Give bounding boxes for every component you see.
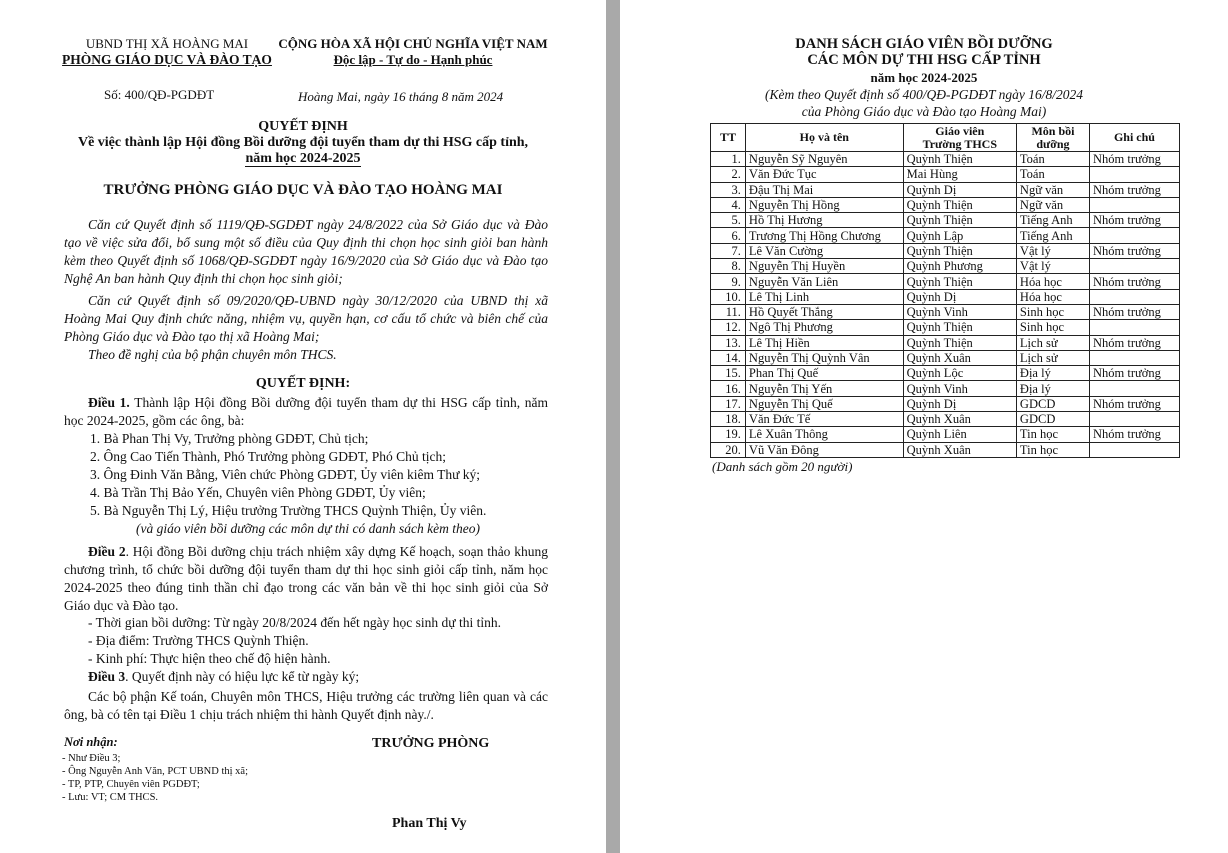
cell-school: Quỳnh Xuân	[903, 350, 1016, 365]
col-school: Giáo viên Trường THCS	[903, 124, 1016, 152]
table-row	[711, 304, 1180, 319]
cell-subject: Ngữ văn	[1016, 197, 1089, 212]
cell-subject: GDCD	[1016, 412, 1089, 427]
cell-note: Nhóm trưởng	[1089, 213, 1179, 228]
agency-header	[62, 36, 272, 68]
member-3: 3. Ông Đinh Văn Bằng, Viên chức Phòng GDĐT, Ủy viên kiêm Thư ký;	[90, 467, 481, 482]
cell-subject: Sinh học	[1016, 304, 1089, 319]
cell-name: Đậu Thị Mai	[745, 182, 903, 197]
cell-school: Quỳnh Vinh	[903, 304, 1016, 319]
table-row	[711, 152, 1180, 167]
member-1: 1. Bà Phan Thị Vy, Trưởng phòng GDĐT, Chủ tịch;	[90, 431, 369, 446]
cell-name: Trương Thị Hồng Chương	[745, 228, 903, 243]
cell-tt: 1.	[711, 152, 746, 167]
country-line1: CỘNG HÒA XÃ HỘI CHỦ NGHĨA VIỆT NAM	[278, 36, 548, 51]
cell-note	[1089, 350, 1179, 365]
member-2: 2. Ông Cao Tiến Thành, Phó Trưởng phòng GDĐT, Phó Chủ tịch;	[90, 449, 446, 464]
cell-note: Nhóm trưởng	[1089, 304, 1179, 319]
cell-tt: 2.	[711, 167, 746, 182]
recipient-1: - Như Điều 3;	[62, 753, 121, 764]
col-tt: TT	[711, 124, 746, 152]
doc-type: QUYẾT ĐỊNH	[258, 119, 348, 134]
attachment-ref-2: của Phòng Giáo dục và Đào tạo Hoàng Mai)	[801, 104, 1047, 119]
cell-note	[1089, 412, 1179, 427]
cell-note	[1089, 228, 1179, 243]
cell-subject: Lịch sử	[1016, 335, 1089, 350]
cell-name: Văn Đức Tục	[745, 167, 903, 182]
cell-tt: 9.	[711, 274, 746, 289]
col-note: Ghi chú	[1089, 124, 1179, 152]
closing: Các bộ phận Kế toán, Chuyên môn THCS, Hiệu trưởng các trường liên quan và các ông, bà có tên tại Điều 1 chịu trách nhiệm thi hành Quyết định này./.	[64, 689, 548, 722]
cell-note: Nhóm trưởng	[1089, 366, 1179, 381]
recipient-4: - Lưu: VT; CM THCS.	[62, 792, 159, 803]
cell-note	[1089, 197, 1179, 212]
cell-name: Nguyễn Sỹ Nguyên	[745, 152, 903, 167]
cell-note	[1089, 289, 1179, 304]
cell-tt: 13.	[711, 335, 746, 350]
cell-subject: Tin học	[1016, 442, 1089, 457]
cell-name: Ngô Thị Phương	[745, 320, 903, 335]
cell-note: Nhóm trưởng	[1089, 152, 1179, 167]
table-row	[711, 213, 1180, 228]
cell-subject: Tin học	[1016, 427, 1089, 442]
signer-name: Phan Thị Vy	[392, 816, 467, 831]
cell-tt: 19.	[711, 427, 746, 442]
cell-tt: 12.	[711, 320, 746, 335]
cell-subject: Tiếng Anh	[1016, 213, 1089, 228]
cell-school: Quỳnh Thiện	[903, 320, 1016, 335]
table-row	[711, 427, 1180, 442]
basis-3: Theo đề nghị của bộ phận chuyên môn THCS.	[88, 347, 337, 362]
cell-name: Hồ Quyết Thắng	[745, 304, 903, 319]
basis-1: Căn cứ Quyết định số 1119/QĐ-SGDĐT ngày 24/8/2022 của Sở Giáo dục và Đào tạo về việc sửa đổi, bổ sung một số điều của Quy định thi chọn học sinh giỏi ban hành kèm theo Quyết định số 1068/QĐ-SGDĐT ngày 16/9/2020 của Sở Giáo dục và Đào tạo Nghệ An ban hành Quy định thi chọn học sinh giỏi;	[64, 217, 548, 286]
article-2: Điều 2. Hội đồng Bồi dưỡng chịu trách nhiệm xây dựng Kế hoạch, soạn thảo khung chương trình, tổ chức bồi dưỡng đội tuyển tham dự thi học sinh giỏi cấp tỉnh, năm học 2024-2025 theo đúng tinh thần chỉ đạo trong các văn bản về thi học sinh giỏi của Sở Giáo dục và Đào tạo.	[64, 544, 549, 613]
table-row	[711, 197, 1180, 212]
table-header-row	[711, 124, 1180, 152]
cell-school: Quỳnh Vinh	[903, 381, 1016, 396]
cell-subject: Địa lý	[1016, 381, 1089, 396]
cell-tt: 6.	[711, 228, 746, 243]
table-row	[711, 274, 1180, 289]
cell-tt: 16.	[711, 381, 746, 396]
cell-school: Quỳnh Thiện	[903, 213, 1016, 228]
col-subject: Môn bồi dưỡng	[1016, 124, 1089, 152]
attachment-page	[620, 0, 1228, 853]
cell-tt: 5.	[711, 213, 746, 228]
cell-note: Nhóm trưởng	[1089, 274, 1179, 289]
cell-note: Nhóm trưởng	[1089, 335, 1179, 350]
table-row	[711, 381, 1180, 396]
cell-note: Nhóm trưởng	[1089, 396, 1179, 411]
cell-note	[1089, 381, 1179, 396]
decision-heading: QUYẾT ĐỊNH:	[255, 376, 351, 391]
cell-name: Văn Đức Tế	[745, 412, 903, 427]
cell-note: Nhóm trưởng	[1089, 427, 1179, 442]
cell-note	[1089, 259, 1179, 274]
cell-subject: GDCD	[1016, 396, 1089, 411]
cell-school: Mai Hùng	[903, 167, 1016, 182]
agency-line1: UBND THỊ XÃ HOÀNG MAI	[85, 36, 249, 51]
article-3: Điều 3. Quyết định này có hiệu lực kể từ ngày ký;	[88, 669, 360, 684]
cell-school: Quỳnh Xuân	[903, 442, 1016, 457]
table-row	[711, 350, 1180, 365]
art2-item-place: - Địa điểm: Trường THCS Quỳnh Thiện.	[88, 633, 309, 648]
agency-line2: PHÒNG GIÁO DỤC VÀ ĐÀO TẠO	[62, 52, 272, 67]
cell-tt: 10.	[711, 289, 746, 304]
cell-name: Nguyễn Thị Yến	[745, 381, 903, 396]
table-row	[711, 320, 1180, 335]
attachment-ref-1: (Kèm theo Quyết định số 400/QĐ-PGDĐT ngày 16/8/2024	[764, 87, 1084, 102]
cell-subject: Sinh học	[1016, 320, 1089, 335]
cell-name: Nguyễn Văn Liên	[745, 274, 903, 289]
table-row	[711, 289, 1180, 304]
art2-item-time: - Thời gian bồi dưỡng: Từ ngày 20/8/2024 đến hết ngày học sinh dự thi tỉnh.	[88, 615, 501, 630]
cell-subject: Hóa học	[1016, 289, 1089, 304]
country-line2: Độc lập - Tự do - Hạnh phúc	[333, 52, 493, 67]
decision-page	[0, 0, 606, 853]
cell-note	[1089, 167, 1179, 182]
cell-school: Quỳnh Xuân	[903, 412, 1016, 427]
cell-school: Quỳnh Dị	[903, 396, 1016, 411]
basis-2: Căn cứ Quyết định số 09/2020/QĐ-UBND ngày 30/12/2020 của UBND thị xã Hoàng Mai Quy định chức năng, nhiệm vụ, quyền hạn, cơ cấu tổ chức và biên chế của Phòng Giáo dục và Đào tạo thị xã Hoàng Mai;	[64, 293, 548, 344]
cell-tt: 17.	[711, 396, 746, 411]
list-title-2: CÁC MÔN DỰ THI HSG CẤP TỈNH	[807, 52, 1041, 68]
cell-name: Phan Thị Quế	[745, 366, 903, 381]
cell-name: Lê Thị Linh	[745, 289, 903, 304]
cell-tt: 18.	[711, 412, 746, 427]
place-date: Hoàng Mai, ngày 16 tháng 8 năm 2024	[298, 89, 504, 104]
cell-name: Nguyễn Thị Quế	[745, 396, 903, 411]
school-year: năm học 2024-2025	[870, 70, 978, 85]
cell-name: Nguyễn Thị Huyền	[745, 259, 903, 274]
cell-school: Quỳnh Dị	[903, 182, 1016, 197]
cell-tt: 8.	[711, 259, 746, 274]
table-row	[711, 243, 1180, 258]
art2-item-funding: - Kinh phí: Thực hiện theo chế độ hiện hành.	[88, 651, 331, 666]
signer-title: TRƯỞNG PHÒNG	[372, 736, 490, 751]
cell-subject: Địa lý	[1016, 366, 1089, 381]
cell-subject: Toán	[1016, 167, 1089, 182]
cell-school: Quỳnh Phương	[903, 259, 1016, 274]
cell-subject: Toán	[1016, 152, 1089, 167]
subject-line1: Về việc thành lập Hội đồng Bồi dưỡng đội tuyển tham dự thi HSG cấp tỉnh,	[77, 135, 529, 150]
cell-tt: 11.	[711, 304, 746, 319]
cell-note: Nhóm trưởng	[1089, 243, 1179, 258]
col-name: Họ và tên	[745, 124, 903, 152]
cell-name: Nguyễn Thị Hồng	[745, 197, 903, 212]
cell-note: Nhóm trưởng	[1089, 182, 1179, 197]
cell-school: Quỳnh Thiện	[903, 274, 1016, 289]
cell-tt: 15.	[711, 366, 746, 381]
cell-name: Lê Văn Cường	[745, 243, 903, 258]
cell-subject: Vật lý	[1016, 243, 1089, 258]
table-row	[711, 228, 1180, 243]
cell-subject: Hóa học	[1016, 274, 1089, 289]
cell-note	[1089, 320, 1179, 335]
authority: TRƯỞNG PHÒNG GIÁO DỤC VÀ ĐÀO TẠO HOÀNG MAI	[103, 182, 503, 198]
cell-school: Quỳnh Lập	[903, 228, 1016, 243]
cell-name: Hồ Thị Hương	[745, 213, 903, 228]
recipients-label: Nơi nhận:	[64, 735, 118, 749]
table-row	[711, 167, 1180, 182]
table-row	[711, 442, 1180, 457]
doc-number: Số: 400/QĐ-PGDĐT	[104, 87, 215, 102]
cell-tt: 4.	[711, 197, 746, 212]
cell-subject: Ngữ văn	[1016, 182, 1089, 197]
article-1: Điều 1. Thành lập Hội đồng Bồi dưỡng đội tuyển tham dự thi HSG cấp tỉnh, năm học 2024-2025, gồm các ông, bà:	[64, 395, 548, 428]
member-4: 4. Bà Trần Thị Bảo Yến, Chuyên viên Phòng GDĐT, Ủy viên;	[90, 485, 426, 500]
cell-school: Quỳnh Liên	[903, 427, 1016, 442]
teacher-table	[710, 123, 1180, 458]
table-row	[711, 335, 1180, 350]
member-5: 5. Bà Nguyễn Thị Lý, Hiệu trưởng Trường THCS Quỳnh Thiện, Ủy viên.	[90, 503, 487, 518]
members-note: (và giáo viên bồi dưỡng các môn dự thi có danh sách kèm theo)	[136, 521, 480, 536]
cell-name: Nguyễn Thị Quỳnh Vân	[745, 350, 903, 365]
recipient-3: - TP, PTP, Chuyên viên PGDĐT;	[62, 779, 200, 790]
cell-tt: 20.	[711, 442, 746, 457]
table-row	[711, 366, 1180, 381]
cell-tt: 14.	[711, 350, 746, 365]
cell-name: Lê Thị Hiền	[745, 335, 903, 350]
cell-school: Quỳnh Thiện	[903, 243, 1016, 258]
cell-name: Lê Xuân Thông	[745, 427, 903, 442]
cell-school: Quỳnh Lộc	[903, 366, 1016, 381]
table-row	[711, 396, 1180, 411]
table-row	[711, 412, 1180, 427]
recipient-2: - Ông Nguyễn Anh Văn, PCT UBND thị xã;	[62, 766, 248, 777]
cell-school: Quỳnh Dị	[903, 289, 1016, 304]
cell-tt: 7.	[711, 243, 746, 258]
table-body	[711, 152, 1180, 458]
cell-name: Vũ Văn Đông	[745, 442, 903, 457]
cell-school: Quỳnh Thiện	[903, 197, 1016, 212]
page-divider	[606, 0, 620, 853]
list-count-note: (Danh sách gồm 20 người)	[712, 459, 853, 474]
cell-tt: 3.	[711, 182, 746, 197]
national-header	[268, 36, 558, 68]
cell-school: Quỳnh Thiện	[903, 335, 1016, 350]
cell-school: Quỳnh Thiện	[903, 152, 1016, 167]
table-row	[711, 259, 1180, 274]
cell-subject: Vật lý	[1016, 259, 1089, 274]
subject-line2: năm học 2024-2025	[245, 151, 361, 166]
cell-note	[1089, 442, 1179, 457]
cell-subject: Tiếng Anh	[1016, 228, 1089, 243]
cell-subject: Lịch sử	[1016, 350, 1089, 365]
list-title-1: DANH SÁCH GIÁO VIÊN BỒI DƯỠNG	[795, 36, 1053, 52]
table-row	[711, 182, 1180, 197]
